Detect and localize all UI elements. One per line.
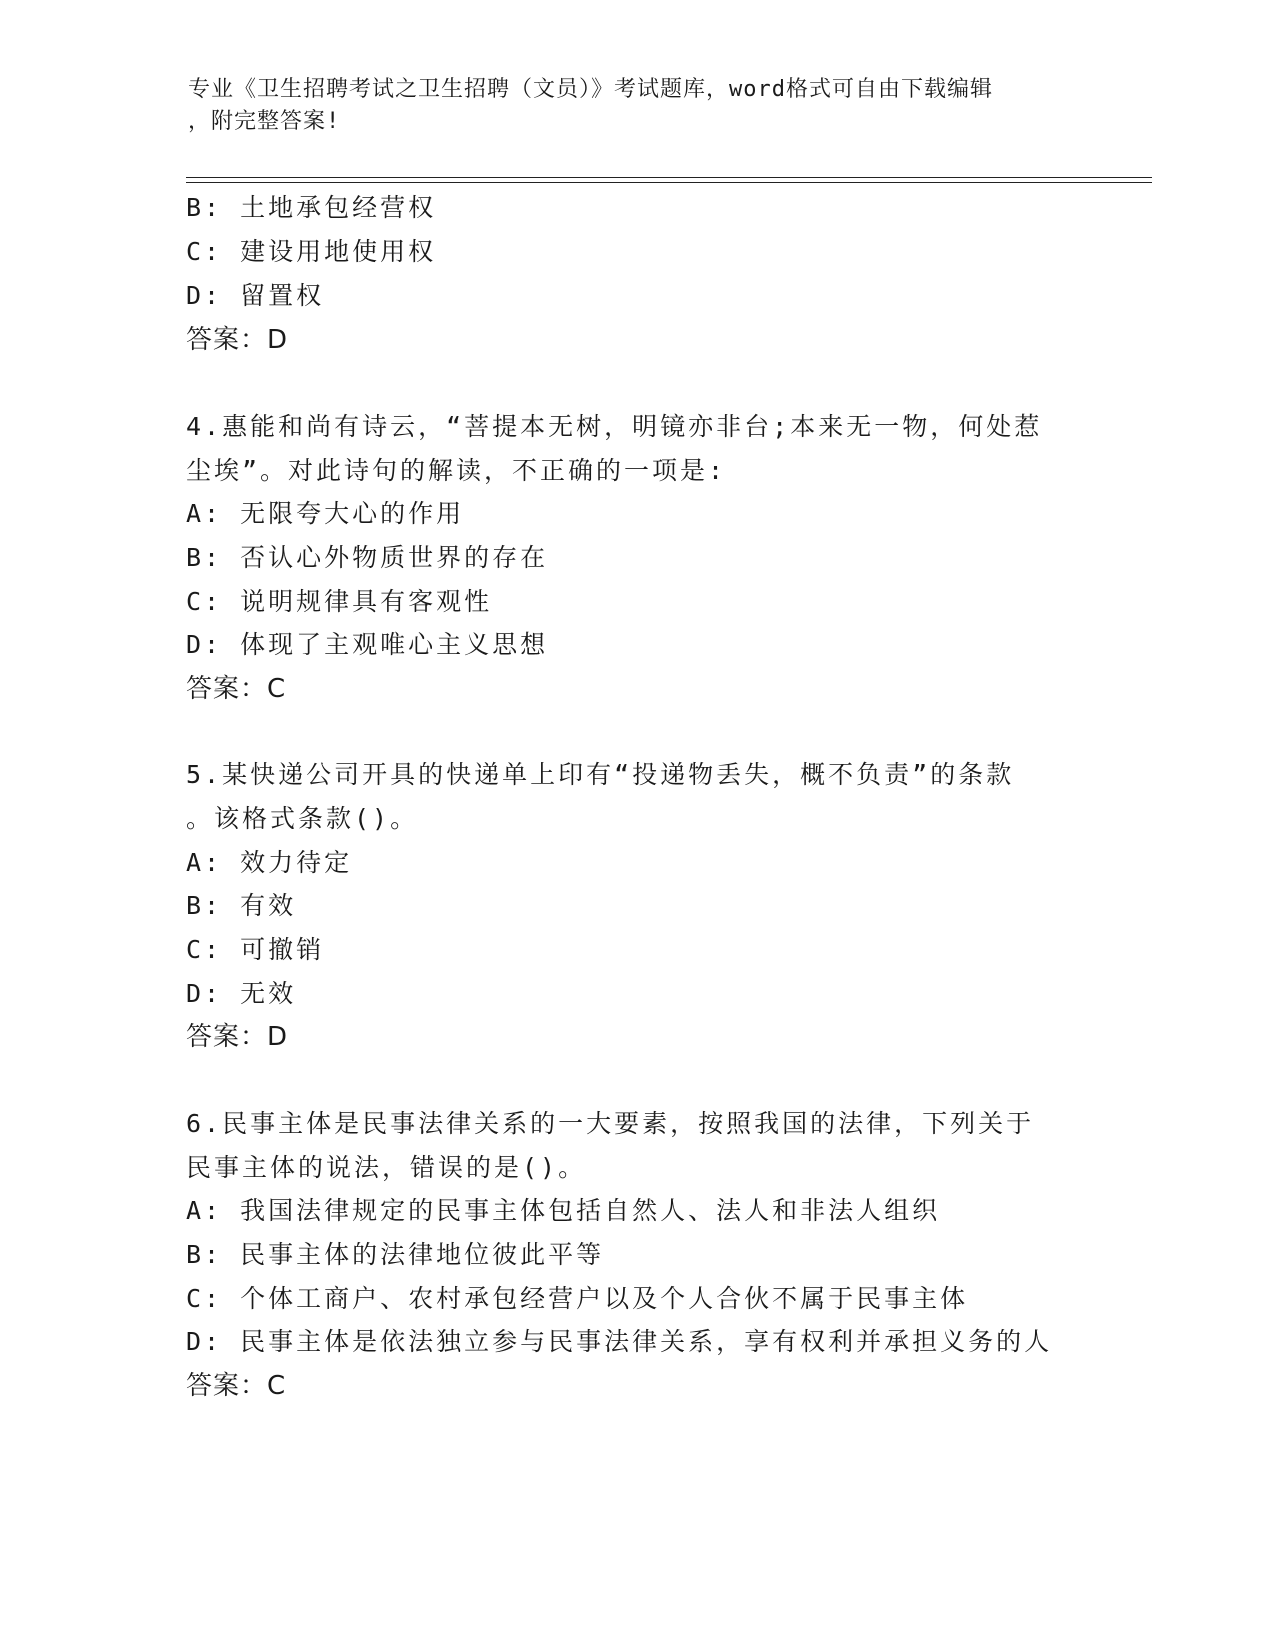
q6-stem-line-2: 民事主体的说法，错误的是()。: [186, 1153, 587, 1182]
q3-answer: 答案：D: [186, 325, 289, 355]
header-divider-top: [186, 177, 1152, 178]
q5-stem-line-1: 5.某快递公司开具的快递单上印有“投递物丢失，概不负责”的条款: [186, 760, 1015, 789]
q4-option-d: D: 体现了主观唯心主义思想: [186, 630, 549, 659]
q6-option-a: A: 我国法律规定的民事主体包括自然人、法人和非法人组织: [186, 1196, 941, 1225]
q5-option-a: A: 效力待定: [186, 848, 353, 877]
q3-option-c: C: 建设用地使用权: [186, 237, 437, 266]
q6-stem-line-1: 6.民事主体是民事法律关系的一大要素，按照我国的法律，下列关于: [186, 1109, 1035, 1138]
q4-option-a: A: 无限夸大心的作用: [186, 499, 465, 528]
document-header: [188, 74, 1068, 138]
q4-answer: 答案：C: [186, 674, 287, 704]
q4-option-c: C: 说明规律具有客观性: [186, 587, 493, 616]
q4-option-b: B: 否认心外物质世界的存在: [186, 543, 549, 572]
q5-answer: 答案：D: [186, 1022, 289, 1052]
q5-option-d: D: 无效: [186, 979, 297, 1008]
q5-stem-line-2: 。该格式条款()。: [186, 804, 419, 833]
header-divider-bottom: [186, 182, 1152, 183]
q5-option-c: C: 可撤销: [186, 935, 325, 964]
q4-stem-line-1: 4.惠能和尚有诗云，“菩提本无树，明镜亦非台;本来无一物，何处惹: [186, 412, 1043, 441]
q4-stem-line-2: 尘埃”。对此诗句的解读，不正确的一项是:: [186, 456, 727, 485]
q6-option-b: B: 民事主体的法律地位彼此平等: [186, 1240, 605, 1269]
header-line-2: ，附完整答案!: [188, 109, 341, 134]
q6-answer: 答案：C: [186, 1371, 287, 1401]
q6-option-d: D: 民事主体是依法独立参与民事法律关系，享有权利并承担义务的人: [186, 1327, 1053, 1356]
q3-option-d: D: 留置权: [186, 281, 325, 310]
header-line-1: 专业《卫生招聘考试之卫生招聘（文员）》考试题库，word格式可自由下载编辑: [188, 77, 993, 102]
q3-option-b: B: 土地承包经营权: [186, 193, 437, 222]
q5-option-b: B: 有效: [186, 891, 297, 920]
q6-option-c: C: 个体工商户、农村承包经营户以及个人合伙不属于民事主体: [186, 1284, 969, 1313]
